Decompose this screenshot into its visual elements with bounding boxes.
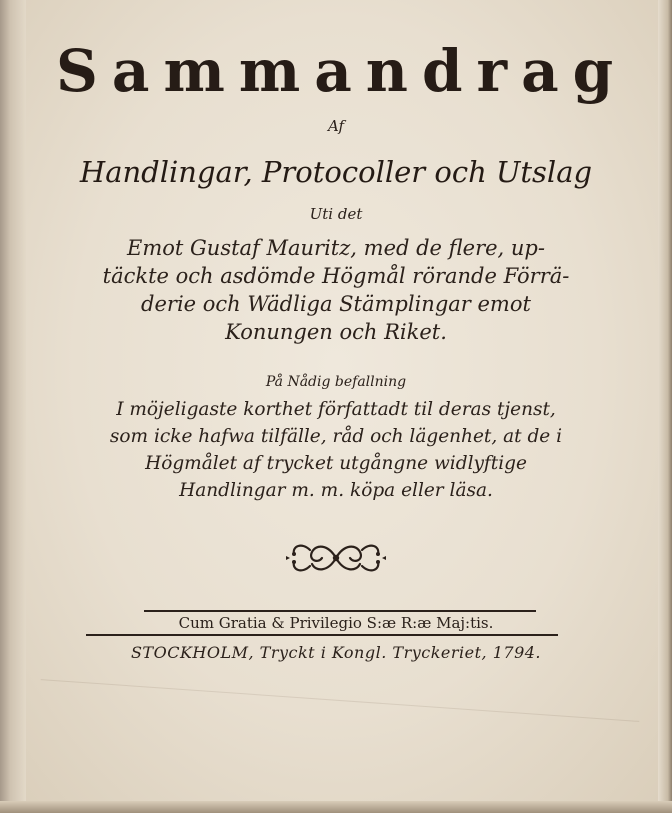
- purpose-line: Handlingar m. m. köpa eller läsa.: [179, 480, 493, 501]
- imprint-line: STOCKHOLM, Tryckt i Kongl. Tryckeriet, 1794.: [130, 643, 542, 662]
- purpose-block: [56, 396, 616, 504]
- af-label: Af: [327, 117, 345, 135]
- page-bottom-edge: [0, 801, 672, 813]
- purpose-line: Högmålet af trycket utgångne widlyftige: [145, 453, 527, 474]
- description-line: Konungen och Riket.: [225, 320, 447, 344]
- page-right-edge: [658, 0, 672, 813]
- printers-ornament-icon: [280, 536, 392, 580]
- top-rule: [144, 610, 536, 612]
- page-title: Sammandrag: [56, 37, 628, 105]
- middle-rule: [86, 634, 558, 636]
- page-binding-edge: [0, 0, 26, 813]
- privilege-line: Cum Gratia & Privilegio S:æ R:æ Maj:tis.: [178, 614, 494, 632]
- purpose-line: som icke hafwa tilfälle, råd och lägenhet, at de i: [109, 426, 563, 447]
- description-line: Emot Gustaf Mauritz, med de flere, up-: [127, 236, 545, 260]
- description-line: derie och Wädliga Stämplingar emot: [141, 292, 531, 316]
- uti-det-label: Uti det: [309, 205, 363, 223]
- subtitle: Handlingar, Protocoller och Utslag: [79, 155, 593, 189]
- paper-crease: [41, 679, 640, 722]
- command-line: På Nådig befallning: [265, 374, 407, 390]
- purpose-line: I möjeligaste korthet författadt til deras tjenst,: [116, 399, 556, 420]
- description-block: [56, 234, 616, 346]
- description-line: täckte och asdömde Högmål rörande Förrä-: [102, 264, 570, 288]
